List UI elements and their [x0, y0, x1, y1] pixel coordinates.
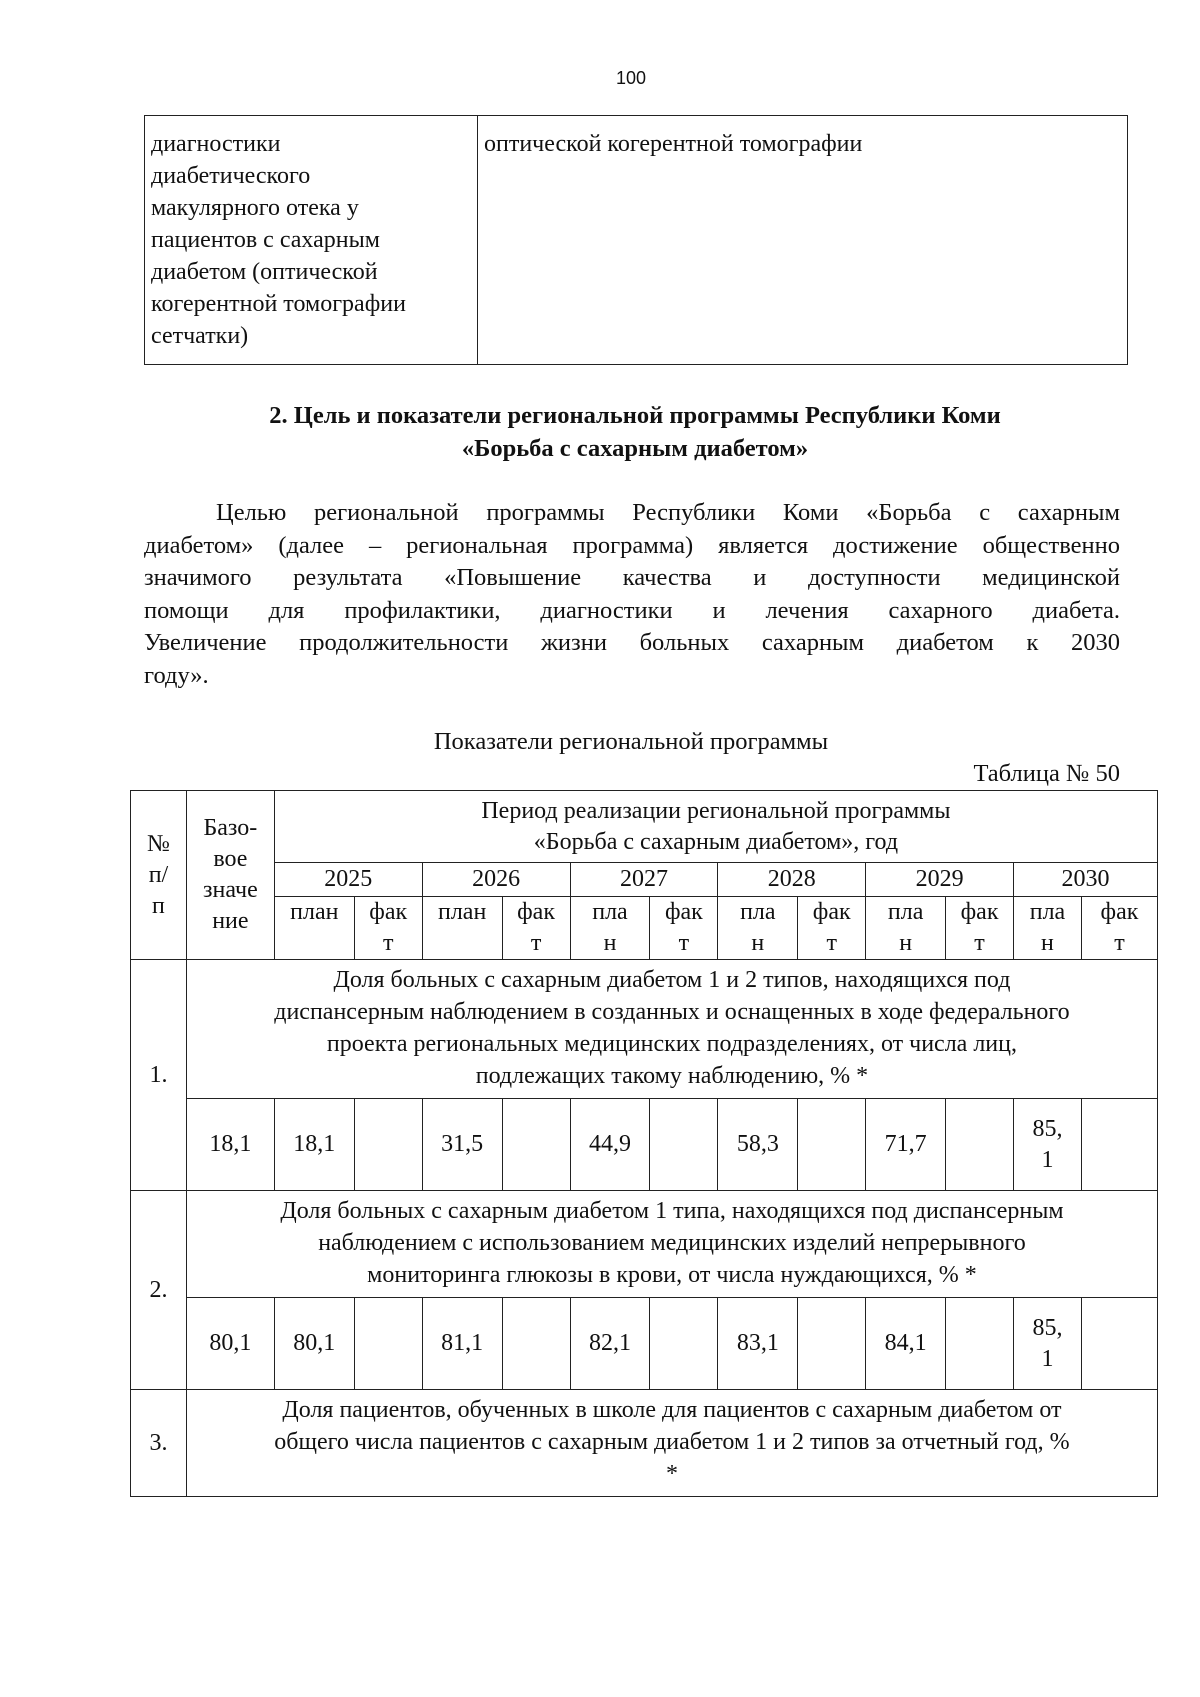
- sub-line: фак: [1100, 899, 1139, 925]
- sub-line: т: [382, 930, 394, 956]
- indicators-table: [130, 790, 1158, 1497]
- plan-value: 82,1: [570, 1298, 650, 1390]
- sub-line: т: [826, 930, 837, 956]
- sub-line: н: [899, 930, 913, 956]
- indicator-title-line: проекта региональных медицинских подразделениях, от числа лиц,: [326, 1031, 1017, 1057]
- header-number-cell: [131, 791, 187, 960]
- header-base-line: ние: [212, 908, 249, 934]
- sub-line: пла: [887, 899, 924, 925]
- plan-header: [866, 897, 946, 960]
- table-number: Таблица № 50: [973, 760, 1120, 787]
- paragraph-line: помощи для профилактики, диагностики и лечения сахарного диабета.: [144, 596, 1120, 624]
- continuation-left-line: диабетического: [151, 163, 311, 189]
- continuation-left-line: сетчатки): [151, 323, 249, 349]
- paragraph-line: диабетом» (далее – региональная программа) является достижение общественно: [144, 531, 1120, 559]
- plan-value: 58,3: [718, 1099, 798, 1191]
- sub-line: фак: [517, 899, 555, 925]
- sub-line: фак: [960, 899, 999, 925]
- fact-header: [1081, 897, 1157, 960]
- header-period-line: «Борьба с сахарным диабетом», год: [533, 828, 899, 855]
- year-cell: 2028: [718, 863, 866, 897]
- fact-value: [650, 1099, 718, 1191]
- indicator-number: 3.: [131, 1390, 187, 1497]
- sub-line: н: [603, 930, 617, 956]
- plan-header: [570, 897, 650, 960]
- fact-value: [502, 1298, 570, 1390]
- indicator-title-line: мониторинга глюкозы в крови, от числа нуждающихся, % *: [367, 1262, 977, 1288]
- section-title-line: «Борьба с сахарным диабетом»: [461, 435, 809, 462]
- continuation-left-line: диагностики: [151, 131, 281, 157]
- fact-value: [798, 1298, 866, 1390]
- paragraph-line: Целью региональной программы Республики Коми «Борьба с сахарным: [216, 499, 1120, 526]
- year-cell: 2025: [274, 863, 422, 897]
- continuation-left-line: макулярного отека у: [151, 195, 359, 221]
- header-number-line: п/: [148, 861, 169, 888]
- plan-value: 71,7: [866, 1099, 946, 1191]
- base-value: 80,1: [186, 1298, 274, 1390]
- fact-value: [798, 1099, 866, 1191]
- header-number-line: п: [152, 892, 165, 919]
- sub-line: т: [530, 930, 542, 956]
- indicator-title: [186, 960, 1157, 1099]
- indicator-title-line: Доля больных с сахарным диабетом 1 и 2 типов, находящихся под: [333, 967, 1011, 993]
- goal-paragraph: [144, 497, 1120, 693]
- indicator-title-line: Доля пациентов, обученных в школе для пациентов с сахарным диабетом от: [282, 1397, 1062, 1423]
- paragraph-line: году».: [144, 661, 209, 689]
- indicator-number: 1.: [131, 960, 187, 1191]
- header-period-cell: [274, 791, 1157, 863]
- sub-line: пла: [592, 899, 628, 925]
- fact-value: [650, 1298, 718, 1390]
- indicator-title-line: *: [665, 1461, 678, 1487]
- year-cell: 2026: [422, 863, 570, 897]
- fact-header: [650, 897, 718, 960]
- section-title-line: 2. Цель и показатели региональной программы Республики Коми: [269, 402, 1001, 429]
- sub-line: т: [678, 930, 690, 956]
- sub-line: н: [1041, 930, 1054, 956]
- fact-header: [798, 897, 866, 960]
- paragraph-line: значимого результата «Повышение качества и доступности медицинской: [144, 564, 1120, 592]
- fact-header: [502, 897, 570, 960]
- sub-line: пла: [1029, 899, 1066, 925]
- continuation-table: [144, 115, 1128, 365]
- continuation-left-line: пациентов с сахарным: [151, 227, 380, 253]
- fact-value: [1081, 1298, 1157, 1390]
- fact-value: [354, 1298, 422, 1390]
- plan-header: [1014, 897, 1082, 960]
- header-number-line: №: [147, 830, 170, 857]
- plan-value: 44,9: [570, 1099, 650, 1191]
- value-line: 1: [1041, 1345, 1054, 1372]
- header-base-line: значе: [203, 877, 258, 903]
- fact-value: [946, 1099, 1014, 1191]
- year-cell: 2030: [1014, 863, 1158, 897]
- plan-value: [1014, 1099, 1082, 1191]
- plan-value: 80,1: [274, 1298, 354, 1390]
- section-heading: [140, 399, 1130, 465]
- plan-header: [718, 897, 798, 960]
- plan-value: 84,1: [866, 1298, 946, 1390]
- sub-line: фак: [664, 899, 703, 925]
- fact-header: [946, 897, 1014, 960]
- fact-header: [354, 897, 422, 960]
- header-base-line: Базо-: [203, 815, 258, 841]
- continuation-left-cell: [145, 116, 478, 365]
- sub-line: фак: [369, 899, 408, 925]
- sub-line: н: [751, 930, 765, 956]
- value-line: 85,: [1032, 1115, 1063, 1142]
- plan-header: [422, 897, 502, 960]
- sub-line: пла: [740, 899, 776, 925]
- header-base-line: вое: [213, 846, 248, 872]
- sub-line: т: [974, 930, 985, 956]
- table-caption: Показатели региональной программы: [433, 728, 829, 755]
- value-line: 85,: [1032, 1314, 1063, 1341]
- page-number: 100: [615, 68, 647, 88]
- header-base-cell: [186, 791, 274, 960]
- base-value: 18,1: [186, 1099, 274, 1191]
- continuation-right-cell: оптической когерентной томографии: [478, 116, 1128, 365]
- year-cell: 2027: [570, 863, 718, 897]
- plan-value: [1014, 1298, 1082, 1390]
- plan-header: [274, 897, 354, 960]
- value-line: 1: [1041, 1146, 1054, 1173]
- indicator-title-line: диспансерным наблюдением в созданных и оснащенных в ходе федерального: [274, 999, 1070, 1025]
- sub-line: план: [437, 899, 487, 925]
- fact-value: [946, 1298, 1014, 1390]
- indicator-title: [186, 1191, 1157, 1298]
- fact-value: [354, 1099, 422, 1191]
- year-cell: 2029: [866, 863, 1014, 897]
- plan-value: 31,5: [422, 1099, 502, 1191]
- continuation-left-line: когерентной томографии: [151, 291, 406, 317]
- sub-line: план: [290, 899, 339, 925]
- plan-value: 83,1: [718, 1298, 798, 1390]
- sub-line: фак: [812, 899, 851, 925]
- paragraph-line: Увеличение продолжительности жизни больных сахарным диабетом к 2030: [144, 629, 1120, 657]
- plan-value: 81,1: [422, 1298, 502, 1390]
- fact-value: [502, 1099, 570, 1191]
- indicator-title-line: наблюдением с использованием медицинских изделий непрерывного: [318, 1230, 1026, 1256]
- indicator-number: 2.: [131, 1191, 187, 1390]
- fact-value: [1081, 1099, 1157, 1191]
- indicator-title: [186, 1390, 1157, 1497]
- indicator-title-line: общего числа пациентов с сахарным диабетом 1 и 2 типов за отчетный год, %: [274, 1429, 1070, 1455]
- continuation-left-line: диабетом (оптической: [151, 259, 378, 285]
- indicator-title-line: подлежащих такому наблюдению, % *: [475, 1063, 869, 1089]
- sub-line: т: [1114, 930, 1125, 956]
- indicator-title-line: Доля больных с сахарным диабетом 1 типа, находящихся под диспансерным: [280, 1198, 1064, 1224]
- plan-value: 18,1: [274, 1099, 354, 1191]
- header-period-line: Период реализации региональной программы: [481, 797, 951, 824]
